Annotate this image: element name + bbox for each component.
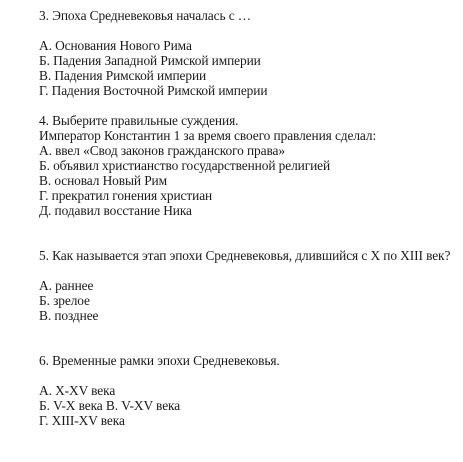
question-5-option-b: Б. зрелое bbox=[39, 293, 90, 308]
question-4-subprompt: Император Константин 1 за время своего правления сделал: bbox=[39, 128, 377, 143]
question-6-option-b: Б. V-X века В. V-XV века bbox=[39, 398, 181, 413]
question-3-option-c: В. Падения Римской империи bbox=[39, 68, 207, 83]
question-4-option-a: А. ввел «Свод законов гражданского права» bbox=[39, 143, 285, 158]
question-5-option-c: В. позднее bbox=[39, 308, 99, 323]
question-4-prompt: 4. Выберите правильные суждения. bbox=[39, 113, 239, 128]
question-5-prompt: 5. Как называется этап эпохи Средневековья, длившийся с X по XIII век? bbox=[39, 248, 451, 263]
question-3-option-b: Б. Падения Западной Римской империи bbox=[39, 53, 261, 68]
question-5-option-a: А. раннее bbox=[39, 278, 94, 293]
question-4-option-d: Г. прекратил гонения христиан bbox=[39, 188, 213, 203]
question-3-prompt: 3. Эпоха Средневековья началась с … bbox=[39, 8, 252, 23]
question-6-option-c: Г. XIII-XV века bbox=[39, 413, 125, 428]
question-4-option-c: В. основал Новый Рим bbox=[39, 173, 167, 188]
question-3-option-d: Г. Падения Восточной Римской империи bbox=[39, 83, 268, 98]
question-4-option-e: Д. подавил восстание Ника bbox=[39, 203, 192, 218]
question-3-option-a: А. Основания Нового Рима bbox=[39, 38, 192, 53]
question-6-prompt: 6. Временные рамки эпохи Средневековья. bbox=[39, 353, 280, 368]
question-4-option-b: Б. объявил христианство государственной религией bbox=[39, 158, 331, 173]
question-6-option-a: А. X-XV века bbox=[39, 383, 116, 398]
